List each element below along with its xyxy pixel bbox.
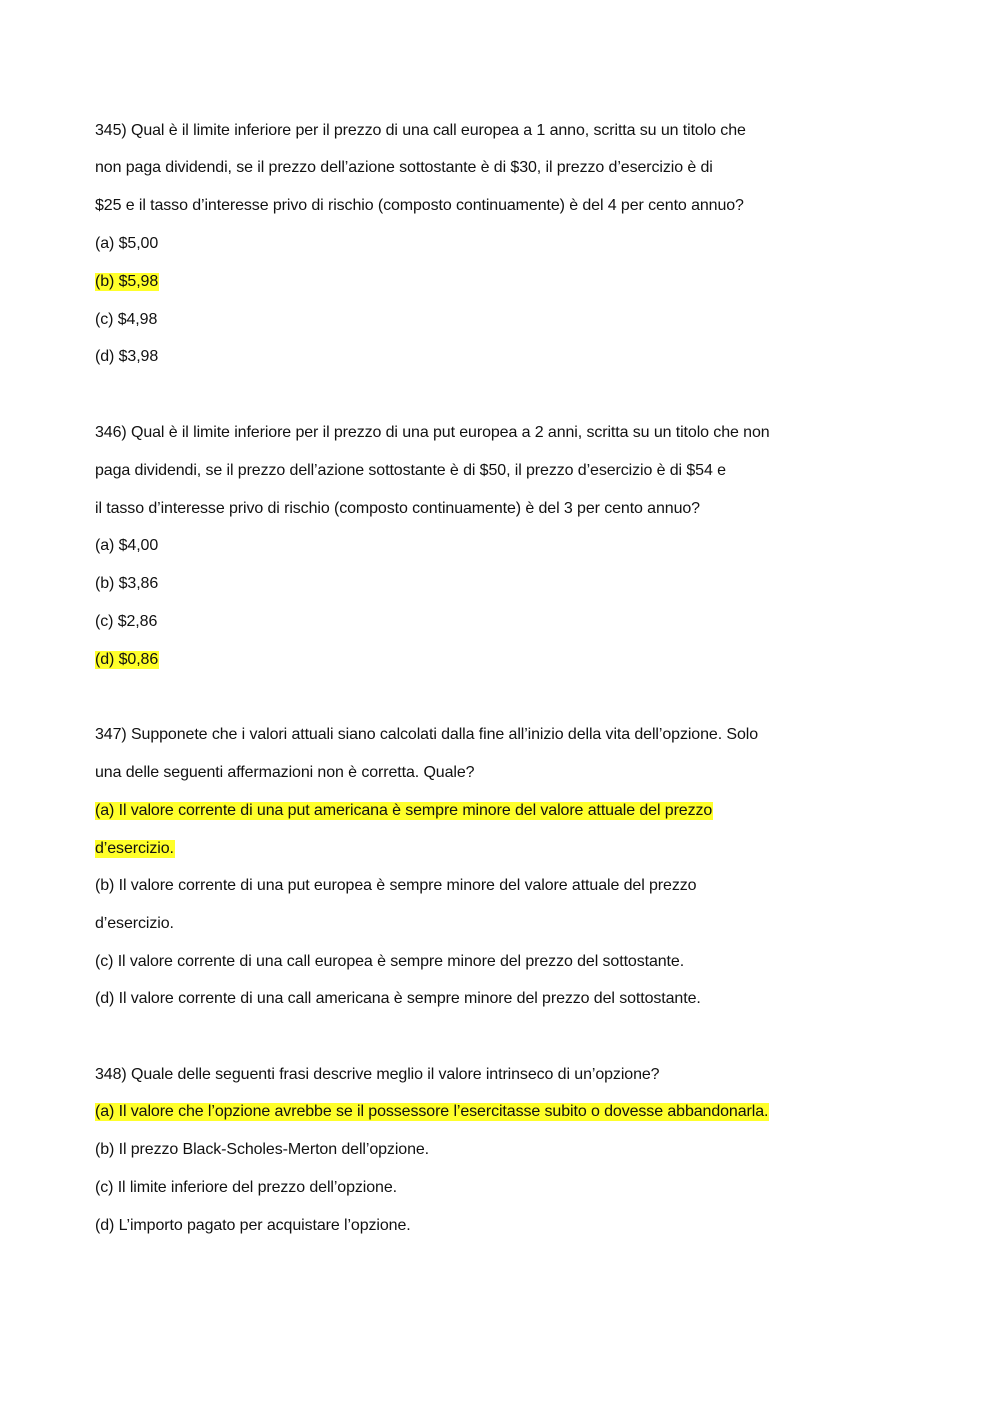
question-345-stem-line-1: 345) Qual è il limite inferiore per il prezzo di una call europea a 1 anno, scritta su un titolo che [95,122,746,139]
question-347-option-b-line-2: d’esercizio. [95,915,174,932]
question-346-option-b: (b) $3,86 [95,575,159,592]
answer-highlight: (b) $5,98 [95,273,159,290]
question-348-option-a-highlighted [95,1101,769,1123]
answer-highlight: (a) Il valore corrente di una put americana è sempre minore del valore attuale del prezzo [95,802,713,819]
question-348-option-d: (d) L’importo pagato per acquistare l’opzione. [95,1217,411,1234]
question-345-option-a: (a) $5,00 [95,235,159,252]
question-347-stem-line-1: 347) Supponete che i valori attuali siano calcolati dalla fine all’inizio della vita dell’opzione. Solo [95,726,759,743]
question-347-option-d: (d) Il valore corrente di una call americana è sempre minore del prezzo del sottostante. [95,990,701,1007]
question-347-option-c: (c) Il valore corrente di una call europea è sempre minore del prezzo del sottostante. [95,953,685,970]
question-345-stem-line-2: non paga dividendi, se il prezzo dell’azione sottostante è di $30, il prezzo d’esercizio è di [95,159,713,176]
question-345-option-d: (d) $3,98 [95,348,159,365]
answer-highlight: (d) $0,86 [95,651,159,668]
question-348-stem-line-1: 348) Quale delle seguenti frasi descrive meglio il valore intrinseco di un’opzione? [95,1066,660,1083]
question-347-stem-line-2: una delle seguenti affermazioni non è corretta. Quale? [95,764,475,781]
question-346-option-a: (a) $4,00 [95,537,159,554]
question-345-stem-line-3: $25 e il tasso d’interesse privo di rischio (composto continuamente) è del 4 per cento annuo? [95,197,744,214]
question-346-stem-line-2: paga dividendi, se il prezzo dell’azione sottostante è di $50, il prezzo d’esercizio è di $54 e [95,462,726,479]
question-346-option-c: (c) $2,86 [95,613,158,630]
question-347-option-a-line-1-highlighted [95,800,713,822]
question-348-option-c: (c) Il limite inferiore del prezzo dell’opzione. [95,1179,397,1196]
answer-highlight: (a) Il valore che l’opzione avrebbe se il possessore l’esercitasse subito o dovesse abbandonarla. [95,1103,769,1120]
question-346-stem-line-3: il tasso d’interesse privo di rischio (composto continuamente) è del 3 per cento annuo? [95,500,700,517]
question-345-option-c: (c) $4,98 [95,311,158,328]
answer-highlight: d’esercizio. [95,840,174,857]
question-345-option-b-highlighted [95,271,159,293]
question-347-option-a-line-2-highlighted [95,838,175,860]
question-346-stem-line-1: 346) Qual è il limite inferiore per il prezzo di una put europea a 2 anni, scritta su un titolo che non [95,424,770,441]
question-346-option-d-highlighted [95,649,159,671]
question-347-option-b-line-1: (b) Il valore corrente di una put europea è sempre minore del valore attuale del prezzo [95,877,697,894]
question-348-option-b: (b) Il prezzo Black-Scholes-Merton dell’opzione. [95,1141,430,1158]
